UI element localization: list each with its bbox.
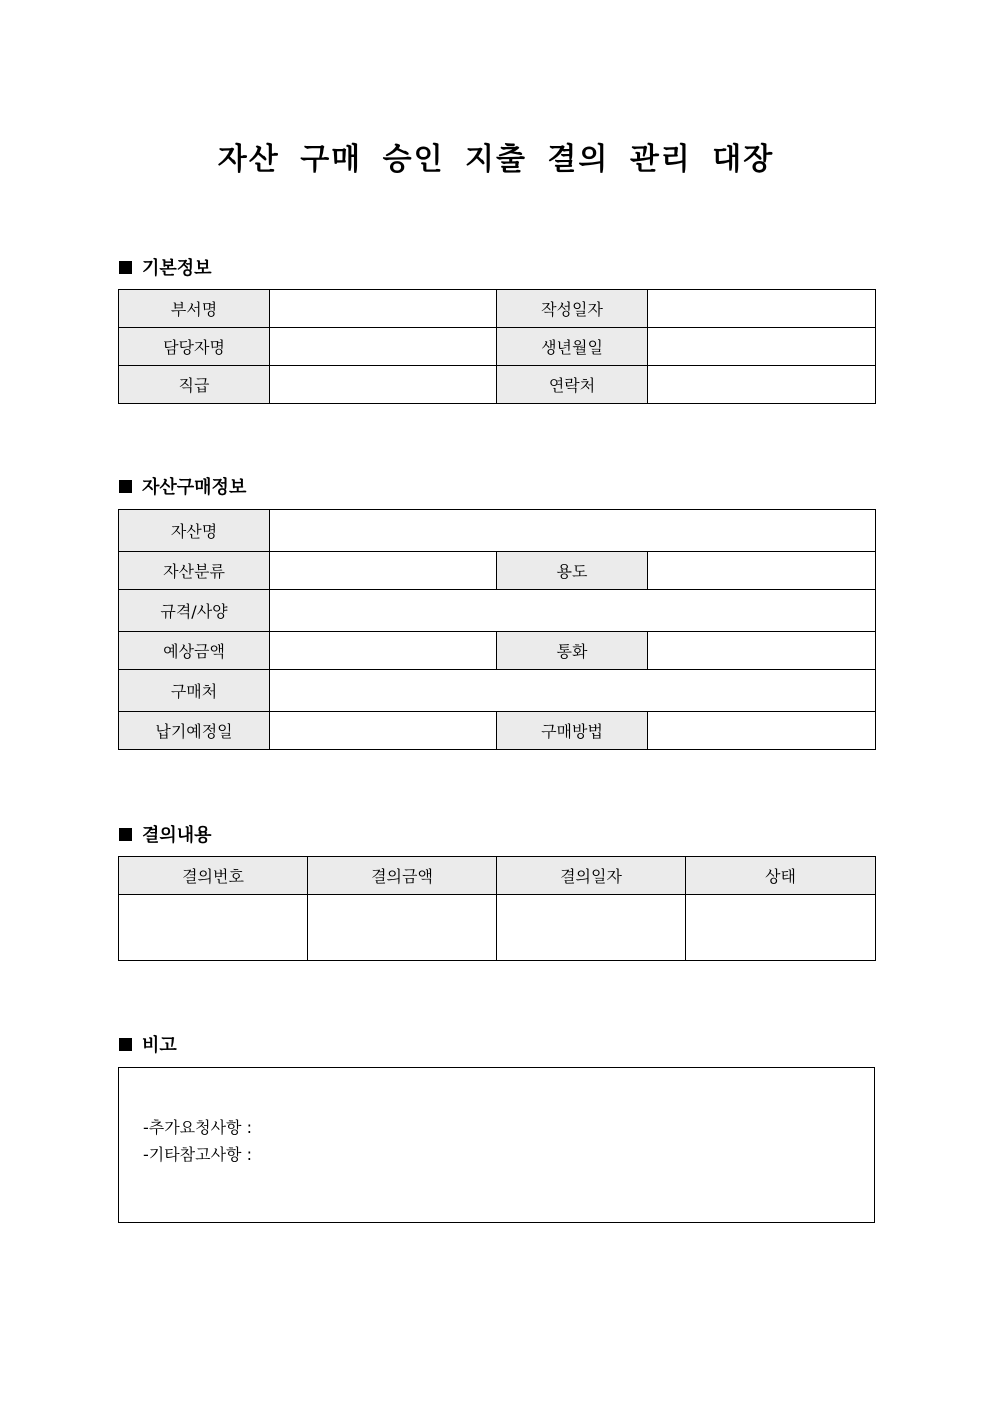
usage-field[interactable] — [648, 552, 876, 590]
basic-info-table — [118, 289, 876, 404]
table-row — [119, 510, 876, 552]
label-delivery-date: 납기예정일 — [119, 712, 270, 750]
table-row — [119, 290, 876, 328]
label-asset-category: 자산분류 — [119, 552, 270, 590]
estimated-amount-field[interactable] — [270, 632, 497, 670]
resolution-heading-label: 결의내용 — [142, 825, 212, 846]
asset-name-field[interactable] — [270, 510, 876, 552]
label-birth-date: 생년월일 — [497, 328, 648, 366]
delivery-date-field[interactable] — [270, 712, 497, 750]
remarks-box[interactable] — [118, 1067, 875, 1223]
status-cell[interactable] — [686, 895, 876, 961]
table-row — [119, 552, 876, 590]
resolution-amount-cell[interactable] — [308, 895, 497, 961]
label-position: 직급 — [119, 366, 270, 404]
label-contact: 연락처 — [497, 366, 648, 404]
manager-name-field[interactable] — [270, 328, 497, 366]
label-spec: 규격/사양 — [119, 590, 270, 632]
department-field[interactable] — [270, 290, 497, 328]
label-currency: 통화 — [497, 632, 648, 670]
birth-date-field[interactable] — [648, 328, 876, 366]
contact-field[interactable] — [648, 366, 876, 404]
label-purchase-method: 구매방법 — [497, 712, 648, 750]
resolution-date-cell[interactable] — [497, 895, 686, 961]
purchase-method-field[interactable] — [648, 712, 876, 750]
bullet-square-icon — [119, 261, 132, 274]
column-header-status: 상태 — [686, 857, 876, 895]
bullet-square-icon — [119, 828, 132, 841]
asset-info-heading — [119, 473, 246, 499]
remark-other-notes: -기타참고사항 : — [143, 1145, 252, 1164]
bullet-square-icon — [119, 480, 132, 493]
resolution-heading — [119, 821, 212, 847]
remark-additional-requests: -추가요청사항 : — [143, 1118, 252, 1137]
asset-info-table — [118, 509, 876, 750]
column-header-resolution-amount: 결의금액 — [308, 857, 497, 895]
resolution-number-cell[interactable] — [119, 895, 308, 961]
table-row — [119, 712, 876, 750]
column-header-resolution-date: 결의일자 — [497, 857, 686, 895]
page-title: 자산 구매 승인 지출 결의 관리 대장 — [217, 142, 775, 177]
resolution-table — [118, 856, 876, 961]
label-vendor: 구매처 — [119, 670, 270, 712]
label-manager-name: 담당자명 — [119, 328, 270, 366]
currency-field[interactable] — [648, 632, 876, 670]
asset-info-heading-label: 자산구매정보 — [142, 477, 247, 498]
table-header-row — [119, 857, 876, 895]
table-row — [119, 670, 876, 712]
basic-info-heading-label: 기본정보 — [142, 258, 212, 279]
label-usage: 용도 — [497, 552, 648, 590]
table-row — [119, 328, 876, 366]
label-estimated-amount: 예상금액 — [119, 632, 270, 670]
bullet-square-icon — [119, 1038, 132, 1051]
remarks-heading — [119, 1031, 177, 1057]
label-asset-name: 자산명 — [119, 510, 270, 552]
position-field[interactable] — [270, 366, 497, 404]
created-date-field[interactable] — [648, 290, 876, 328]
table-row — [119, 590, 876, 632]
label-department: 부서명 — [119, 290, 270, 328]
basic-info-heading — [119, 254, 212, 280]
table-row — [119, 632, 876, 670]
vendor-field[interactable] — [270, 670, 876, 712]
asset-category-field[interactable] — [270, 552, 497, 590]
spec-field[interactable] — [270, 590, 876, 632]
label-created-date: 작성일자 — [497, 290, 648, 328]
table-row — [119, 895, 876, 961]
column-header-resolution-number: 결의번호 — [119, 857, 308, 895]
table-row — [119, 366, 876, 404]
remarks-heading-label: 비고 — [142, 1035, 177, 1056]
